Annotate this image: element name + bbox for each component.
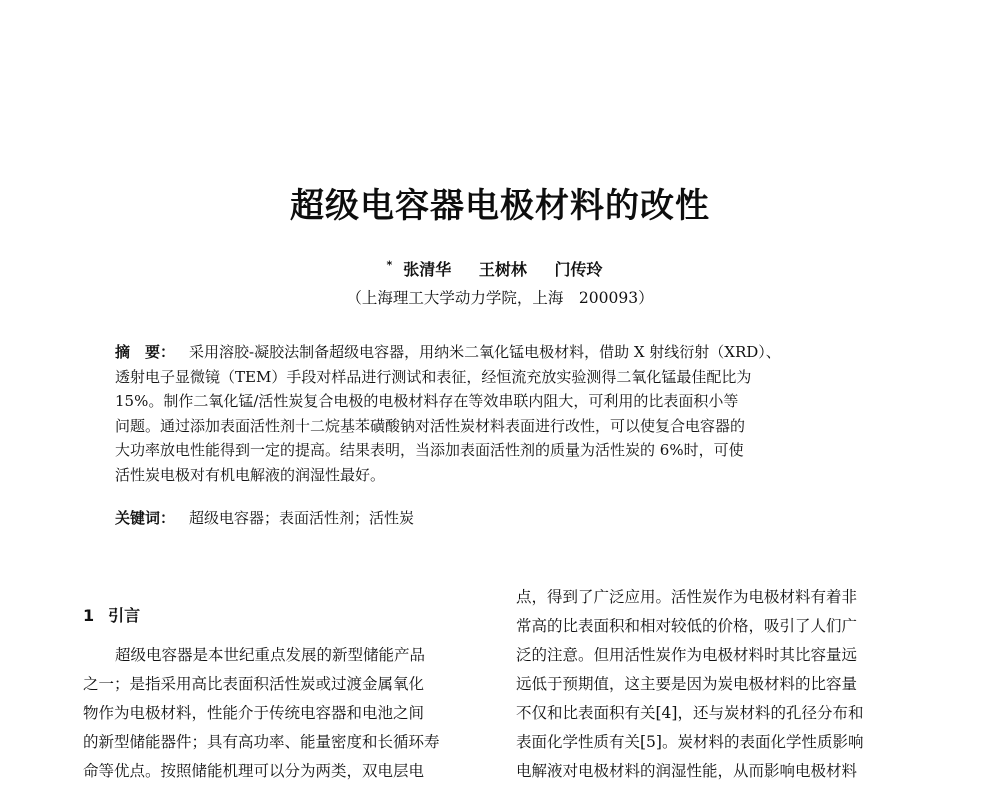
author-name: 王树林 [478, 260, 527, 279]
body-line: 表面化学性质有关[5]。炭材料的表面化学性质影响 [516, 733, 864, 751]
body-line: 命等优点。按照储能机理可以分为两类，双电层电 [83, 762, 425, 780]
keywords-text: 超级电容器；表面活性剂；活性炭 [189, 509, 415, 527]
body-line: 电解液对电极材料的润湿性能，从而影响电极材料 [516, 762, 858, 780]
abstract-label: 摘 要： [115, 343, 176, 361]
abstract-line: 大功率放电性能得到一定的提高。结果表明，当添加表面活性剂的质量为活性炭的 6%时，可使 [115, 441, 744, 459]
abstract-line: 活性炭电极对有机电解液的润湿性最好。 [115, 465, 386, 484]
abstract-line [115, 340, 885, 365]
keywords-label: 关键词： [115, 509, 176, 527]
body-line: 物作为电极材料，性能介于传统电容器和电池之间 [83, 704, 425, 722]
body-line: 之一；是指采用高比表面积活性炭或过渡金属氧化 [83, 675, 425, 693]
abstract [115, 340, 885, 487]
abstract-line: 15%。制作二氧化锰/活性炭复合电极的电极材料存在等效串联内阻大，可利用的比表面积小等 [115, 392, 739, 410]
section-title: 引言 [108, 606, 141, 625]
affiliation: （上海理工大学动力学院，上海 200093） [346, 289, 654, 307]
body-line: 泛的注意。但用活性炭作为电极材料时其比容量远 [516, 646, 858, 664]
body-line: 的新型储能器件；具有高功率、能量密度和长循环寿 [83, 733, 440, 751]
corresponding-author-mark: * [386, 258, 393, 272]
author-list [0, 257, 1000, 280]
body-line: 点，得到了广泛应用。活性炭作为电极材料有着非 [516, 588, 858, 606]
abstract-text: 采用溶胶-凝胶法制备超级电容器，用纳米二氧化锰电极材料，借助 X 射线衍射（XRD）、 [189, 343, 781, 361]
body-column-right [516, 583, 916, 786]
section-number: 1 [83, 606, 95, 625]
abstract-line: 问题。通过添加表面活性剂十二烷基苯磺酸钠对活性炭材料表面进行改性，可以使复合电容器的 [115, 416, 746, 435]
author-name: 门传玲 [554, 260, 603, 279]
body-line: 远低于预期值，这主要是因为炭电极材料的比容量 [516, 675, 858, 693]
section-heading [83, 603, 140, 626]
body-column-left [83, 641, 478, 786]
body-line: 不仅和比表面积有关[4]，还与炭材料的孔径分布和 [516, 704, 864, 722]
abstract-line: 透射电子显微镜（TEM）手段对样品进行测试和表征，经恒流充放实验测得二氧化锰最佳配比为 [115, 367, 752, 386]
author-name: 张清华 [403, 260, 452, 279]
body-line: 常高的比表面积和相对较低的价格，吸引了人们广 [516, 617, 858, 635]
keywords [115, 507, 414, 528]
body-line: 超级电容器是本世纪重点发展的新型储能产品 [115, 646, 426, 664]
paper-title: 超级电容器电极材料的改性 [290, 186, 710, 226]
